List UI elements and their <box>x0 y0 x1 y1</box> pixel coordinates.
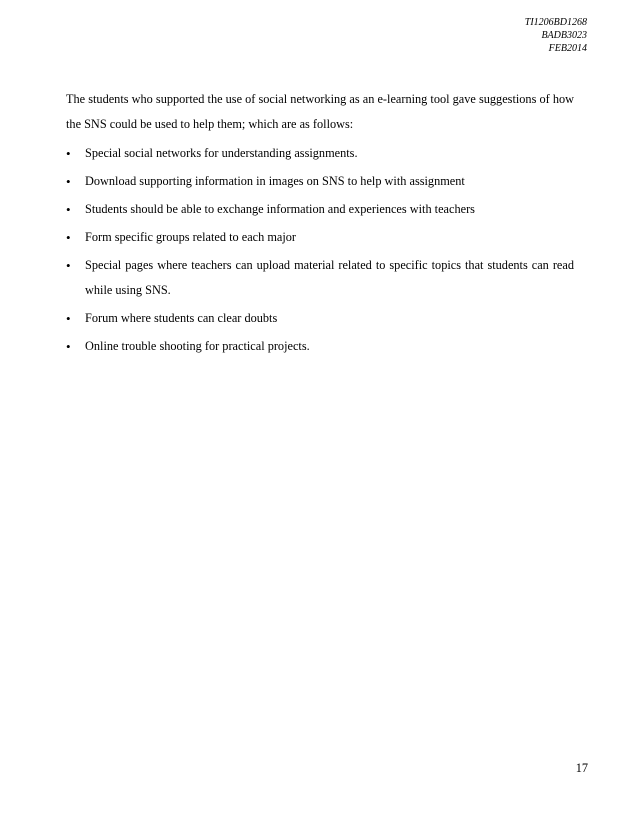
list-item <box>66 169 574 194</box>
page-body <box>66 87 574 362</box>
page-header <box>525 16 587 55</box>
list-item-text: Form specific groups related to each major <box>85 230 297 244</box>
bullet-icon: • <box>66 339 71 354</box>
list-item-text: Forum where students can clear doubts <box>85 311 278 325</box>
list-item <box>66 334 574 359</box>
list-item-text: Online trouble shooting for practical projects. <box>85 339 310 353</box>
bullet-icon: • <box>66 202 71 217</box>
page-number: 17 <box>575 761 588 775</box>
list-item <box>66 253 574 303</box>
list-item <box>66 197 574 222</box>
bullet-icon: • <box>66 258 71 273</box>
header-line-2: BADB3023 <box>541 30 587 41</box>
header-line-3: FEB2014 <box>548 43 587 54</box>
list-item-text: Download supporting information in images on SNS to help with assignment <box>85 174 465 188</box>
list-item-text: Special social networks for understanding assignments. <box>85 146 358 160</box>
list-item-text: Special pages where teachers can upload material related to specific topics that students can read while using SNS. <box>85 258 574 297</box>
bullet-icon: • <box>66 311 71 326</box>
intro-paragraph: The students who supported the use of social networking as an e-learning tool gave suggestions of how the SNS could be used to help them; which are as follows: <box>66 92 574 131</box>
suggestion-list <box>66 141 574 359</box>
list-item <box>66 225 574 250</box>
header-line-1: TI1206BD1268 <box>524 17 587 28</box>
bullet-icon: • <box>66 230 71 245</box>
list-item <box>66 306 574 331</box>
bullet-icon: • <box>66 174 71 189</box>
list-item <box>66 141 574 166</box>
list-item-text: Students should be able to exchange information and experiences with teachers <box>85 202 475 216</box>
bullet-icon: • <box>66 146 71 161</box>
